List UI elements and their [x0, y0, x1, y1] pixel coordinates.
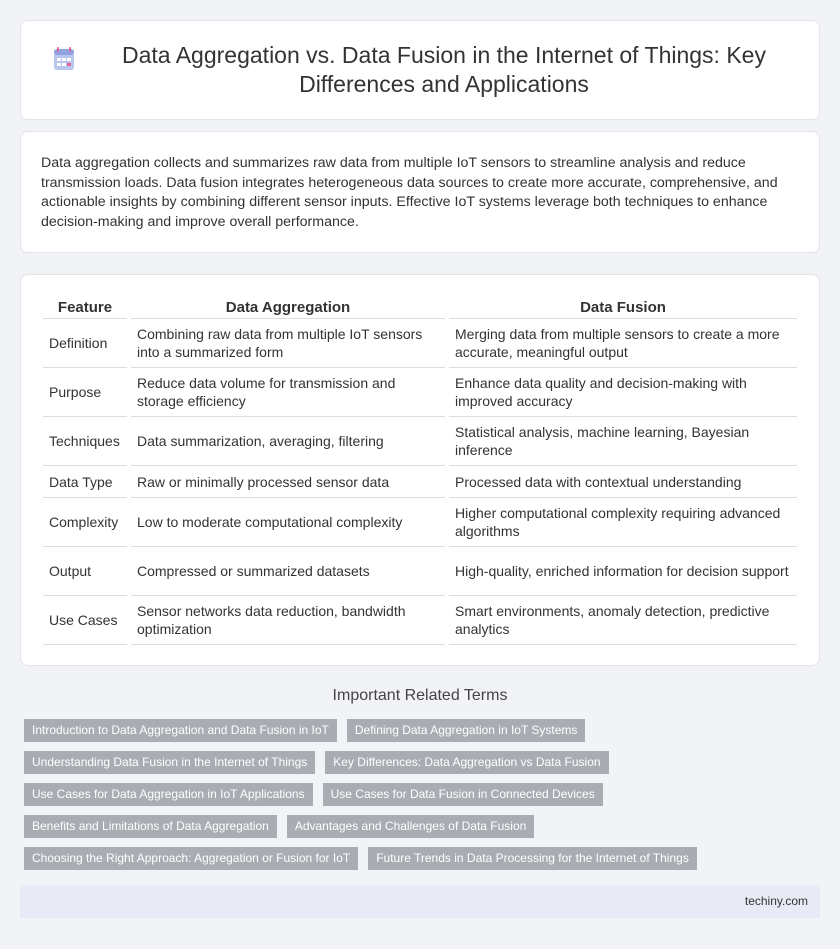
header-aggregation: Data Aggregation [131, 296, 445, 319]
table-row [43, 466, 797, 498]
row-fusion: High-quality, enriched information for decision support [449, 547, 797, 596]
row-fusion: Higher computational complexity requiring advanced algorithms [449, 498, 797, 547]
row-feature: Data Type [43, 466, 127, 498]
page-title: Data Aggregation vs. Data Fusion in the Internet of Things: Key Differences and Applications [122, 42, 766, 97]
row-aggregation: Compressed or summarized datasets [131, 547, 445, 596]
intro-text: Data aggregation collects and summarizes raw data from multiple IoT sensors to streamline analysis and reduce transmission loads. Data fusion integrates heterogeneous data sources to create more accurate, comprehensive, and actionable insights by combining different sensor inputs. Effective IoT systems leverage both techniques to enhance decision-making and improve overall performance. [41, 155, 778, 230]
related-tag[interactable]: Future Trends in Data Processing for the Internet of Things [368, 847, 697, 870]
row-feature: Definition [43, 319, 127, 368]
related-tag[interactable]: Benefits and Limitations of Data Aggregation [24, 815, 277, 838]
row-feature: Purpose [43, 368, 127, 417]
table-row [43, 417, 797, 466]
row-fusion: Enhance data quality and decision-making with improved accuracy [449, 368, 797, 417]
related-tag[interactable]: Use Cases for Data Fusion in Connected Devices [323, 783, 603, 806]
related-tag[interactable]: Advantages and Challenges of Data Fusion [287, 815, 535, 838]
related-terms-title: Important Related Terms [332, 687, 508, 704]
table-row [43, 498, 797, 547]
title-wrap [51, 41, 789, 99]
table-row [43, 547, 797, 596]
row-aggregation: Reduce data volume for transmission and storage efficiency [131, 368, 445, 417]
related-tag[interactable]: Choosing the Right Approach: Aggregation or Fusion for IoT [24, 847, 358, 870]
intro-card [20, 131, 820, 253]
row-feature: Use Cases [43, 596, 127, 645]
row-feature: Output [43, 547, 127, 596]
related-tag[interactable]: Key Differences: Data Aggregation vs Data Fusion [325, 751, 608, 774]
row-fusion: Smart environments, anomaly detection, predictive analytics [449, 596, 797, 645]
row-aggregation: Sensor networks data reduction, bandwidth optimization [131, 596, 445, 645]
related-terms-tags [0, 719, 840, 879]
related-tag[interactable]: Introduction to Data Aggregation and Data Fusion in IoT [24, 719, 337, 742]
row-fusion: Merging data from multiple sensors to create a more accurate, meaningful output [449, 319, 797, 368]
table-row [43, 319, 797, 368]
comparison-table-card [20, 274, 820, 666]
table-row [43, 596, 797, 645]
table-header-row [43, 296, 797, 319]
row-fusion: Statistical analysis, machine learning, Bayesian inference [449, 417, 797, 466]
row-feature: Complexity [43, 498, 127, 547]
row-aggregation: Low to moderate computational complexity [131, 498, 445, 547]
footer [20, 885, 820, 918]
row-fusion: Processed data with contextual understanding [449, 466, 797, 498]
row-aggregation: Data summarization, averaging, filtering [131, 417, 445, 466]
table-row [43, 368, 797, 417]
row-feature: Techniques [43, 417, 127, 466]
related-terms-section [0, 687, 840, 879]
related-tag[interactable]: Defining Data Aggregation in IoT Systems [347, 719, 586, 742]
header-card [20, 20, 820, 120]
comparison-table [39, 296, 801, 645]
row-aggregation: Combining raw data from multiple IoT sensors into a summarized form [131, 319, 445, 368]
footer-site-link[interactable]: techiny.com [744, 894, 808, 908]
related-tag[interactable]: Use Cases for Data Aggregation in IoT Applications [24, 783, 313, 806]
header-fusion: Data Fusion [449, 296, 797, 319]
header-feature: Feature [43, 296, 127, 319]
document-icon [51, 46, 77, 72]
related-tag[interactable]: Understanding Data Fusion in the Internet of Things [24, 751, 315, 774]
row-aggregation: Raw or minimally processed sensor data [131, 466, 445, 498]
